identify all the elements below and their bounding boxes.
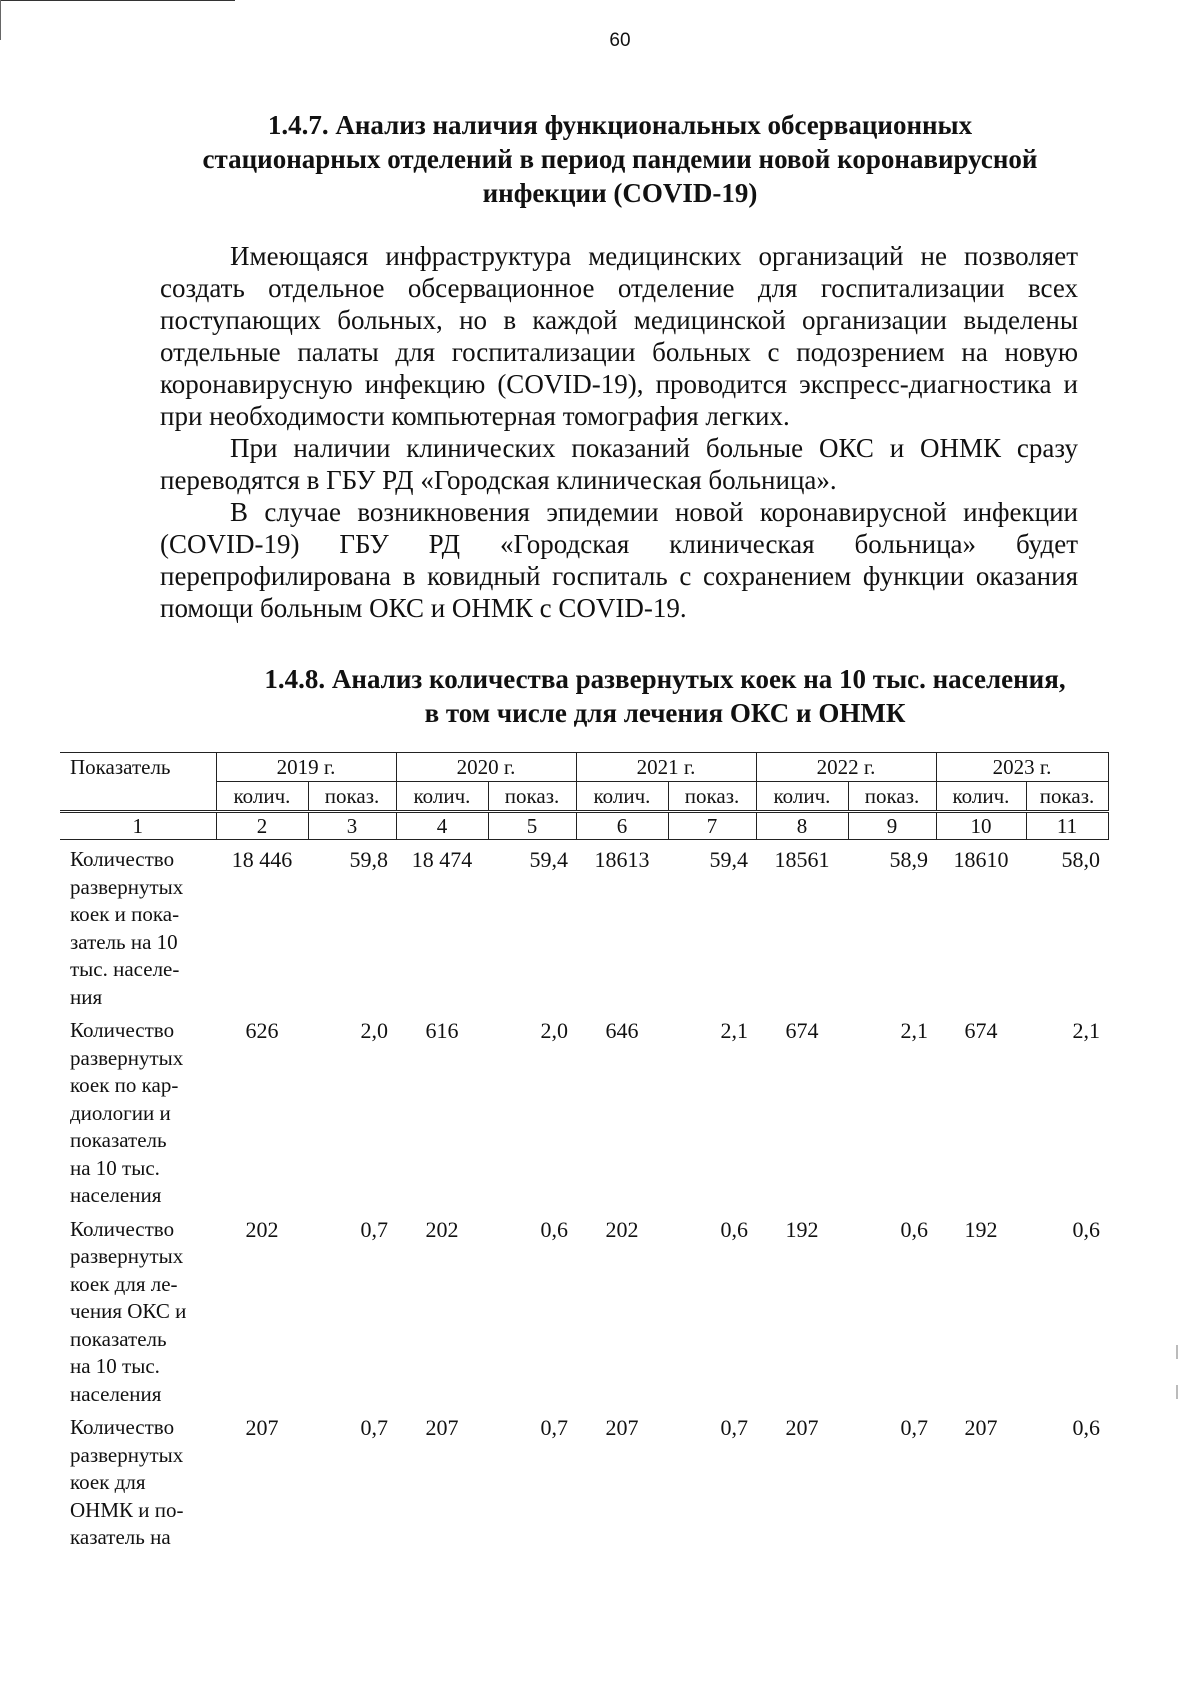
year-header: 2020 г.: [396, 753, 576, 782]
column-number: 3: [308, 812, 396, 840]
label-line: ОНМК и по-: [70, 1497, 184, 1522]
label-line: развернутых: [70, 1244, 184, 1268]
table-header-row: [60, 753, 1108, 782]
row-label: [60, 1408, 216, 1552]
column-number: 4: [396, 812, 488, 840]
table-cell: 207: [605, 1415, 639, 1440]
table-row: [60, 1011, 1108, 1210]
label-line: казатель на: [70, 1525, 171, 1549]
table-cell: 58,0: [1061, 847, 1100, 872]
table-cell: 0,6: [1072, 1216, 1100, 1242]
table-cell: 2,0: [360, 1018, 388, 1043]
paragraph: При наличии клинических показаний больные ОКС и ОНМК сразу переводятся в ГБУ РД «Городская клиническая больница».: [160, 433, 1078, 495]
section-1-4-7-heading: [160, 108, 1080, 210]
count-subheader: колич.: [576, 782, 668, 812]
year-header: 2023 г.: [936, 753, 1108, 782]
table-cell: 0,6: [720, 1216, 748, 1242]
heading-line: стационарных отделений в период пандемии новой коронавирусной: [202, 144, 1038, 174]
table-cell: 202: [245, 1216, 279, 1242]
label-line: Количество: [70, 1415, 175, 1439]
table-cell: 207: [964, 1415, 998, 1440]
table-cell: 0,7: [900, 1415, 928, 1440]
rate-subheader: показ.: [848, 782, 936, 812]
table-cell: 59,4: [529, 847, 568, 872]
scan-speck: [1176, 1385, 1178, 1399]
label-line: показатель: [70, 1128, 167, 1152]
paragraph: Имеющаяся инфраструктура медицинских организаций не позволяет создать отдельное обсервационное отделение для госпитализации всех поступающих больных, но в каждой медицинской организации выделены отдельные палаты для госпитализации больных с подозрением на новую коронавирусную инфекцию (COVID-19), проводится экспресс-диагностика и при необходимости компьютерная томография легких.: [160, 241, 1078, 431]
table-cell: 674: [785, 1018, 819, 1043]
table-row: [60, 840, 1108, 1012]
table-cell: 18613: [594, 847, 650, 872]
count-subheader: колич.: [216, 782, 308, 812]
count-subheader: колич.: [936, 782, 1026, 812]
column-number: 2: [216, 812, 308, 840]
year-header: 2022 г.: [756, 753, 936, 782]
label-line: развернутых: [70, 1045, 184, 1070]
section-1-4-7-body: [160, 240, 1078, 624]
table-cell: 0,6: [1072, 1415, 1100, 1440]
table-cell: 207: [425, 1415, 459, 1440]
label-line: показатель: [70, 1326, 167, 1351]
page-number: 60: [609, 30, 631, 51]
row-label: [60, 1011, 216, 1210]
column-number: 5: [488, 812, 576, 840]
label-line: коек и пока-: [70, 902, 180, 926]
table-cell: 0,7: [720, 1415, 748, 1440]
column-number: 1: [60, 812, 216, 840]
column-number-row: [60, 812, 1108, 840]
table-cell: 0,6: [540, 1216, 568, 1242]
table-cell: 0,7: [360, 1415, 388, 1440]
table-cell: 0,7: [360, 1216, 388, 1242]
count-subheader: колич.: [756, 782, 848, 812]
heading-line: 1.4.8. Анализ количества развернутых коек на 10 тыс. населения,: [264, 664, 1066, 694]
label-line: коек для: [70, 1470, 146, 1494]
table-cell: 2,1: [1072, 1018, 1100, 1043]
section-1-4-8-heading: [225, 662, 1105, 730]
column-number: 9: [848, 812, 936, 840]
table-cell: 2,1: [720, 1018, 748, 1043]
table-cell: 207: [245, 1415, 279, 1440]
table-cell: 192: [785, 1216, 819, 1242]
label-line: диологии и: [70, 1100, 171, 1125]
column-number: 6: [576, 812, 668, 840]
row-label: [60, 1210, 216, 1409]
table-cell: 616: [425, 1018, 459, 1043]
rate-subheader: показ.: [668, 782, 756, 812]
label-line: коек по кар-: [70, 1073, 179, 1097]
scan-speck: [1176, 1345, 1178, 1359]
label-line: развернутых: [70, 874, 184, 899]
table-cell: 674: [964, 1018, 998, 1043]
table-cell: 18610: [953, 847, 1009, 872]
count-subheader: колич.: [396, 782, 488, 812]
table-cell: 18 474: [411, 847, 473, 872]
label-line: населения: [70, 1183, 162, 1207]
label-line: развернутых: [70, 1442, 184, 1467]
label-line: ния: [70, 984, 103, 1009]
paragraph: В случае возникновения эпидемии новой коронавирусной инфекции (COVID-19) ГБУ РД «Городская клиническая больница» будет перепрофилирована в ковидный госпиталь с сохранением функции оказания помощи больным ОКС и ОНМК с COVID-19.: [160, 497, 1078, 623]
table-cell: 202: [425, 1216, 459, 1242]
label-line: коек для ле-: [70, 1271, 178, 1296]
column-number: 7: [668, 812, 756, 840]
table-cell: 2,1: [900, 1018, 928, 1043]
scan-border-line: [0, 0, 235, 1]
rate-subheader: показ.: [1026, 782, 1108, 812]
table-cell: 646: [605, 1018, 639, 1043]
table-cell: 192: [964, 1216, 998, 1242]
label-line: чения ОКС и: [70, 1299, 187, 1323]
year-header: 2021 г.: [576, 753, 756, 782]
column-number: 11: [1026, 812, 1108, 840]
heading-line: 1.4.7. Анализ наличия функциональных обсервационных: [267, 110, 973, 140]
year-header: 2019 г.: [216, 753, 396, 782]
table-cell: 59,8: [349, 847, 388, 872]
table-cell: 626: [245, 1018, 279, 1043]
beds-table: [60, 752, 1109, 1552]
heading-line: в том числе для лечения ОКС и ОНМК: [424, 698, 906, 728]
label-line: Количество: [70, 1018, 175, 1042]
heading-line: инфекции (COVID-19): [482, 178, 758, 208]
table-cell: 207: [785, 1415, 819, 1440]
label-line: Количество: [70, 1216, 175, 1241]
table-cell: 59,4: [709, 847, 748, 872]
table-cell: 58,9: [889, 847, 928, 872]
label-line: затель на 10: [70, 929, 178, 954]
table-cell: 18561: [774, 847, 830, 872]
label-line: тыс. населе-: [70, 957, 180, 981]
table-cell: 0,6: [900, 1216, 928, 1242]
table-subheader-row: [60, 782, 1108, 812]
label-line: Количество: [70, 847, 175, 871]
table-row: [60, 1210, 1108, 1409]
rate-subheader: показ.: [488, 782, 576, 812]
table-cell: 0,7: [540, 1415, 568, 1440]
indicator-header: Показатель: [60, 753, 216, 812]
table-cell: 2,0: [540, 1018, 568, 1043]
label-line: населения: [70, 1381, 162, 1406]
column-number: 10: [936, 812, 1026, 840]
row-label: [60, 840, 216, 1012]
table-cell: 202: [605, 1216, 639, 1242]
column-number: 8: [756, 812, 848, 840]
label-line: на 10 тыс.: [70, 1155, 160, 1180]
table-row: [60, 1408, 1108, 1552]
table-cell: 18 446: [231, 847, 293, 872]
label-line: на 10 тыс.: [70, 1354, 160, 1378]
rate-subheader: показ.: [308, 782, 396, 812]
